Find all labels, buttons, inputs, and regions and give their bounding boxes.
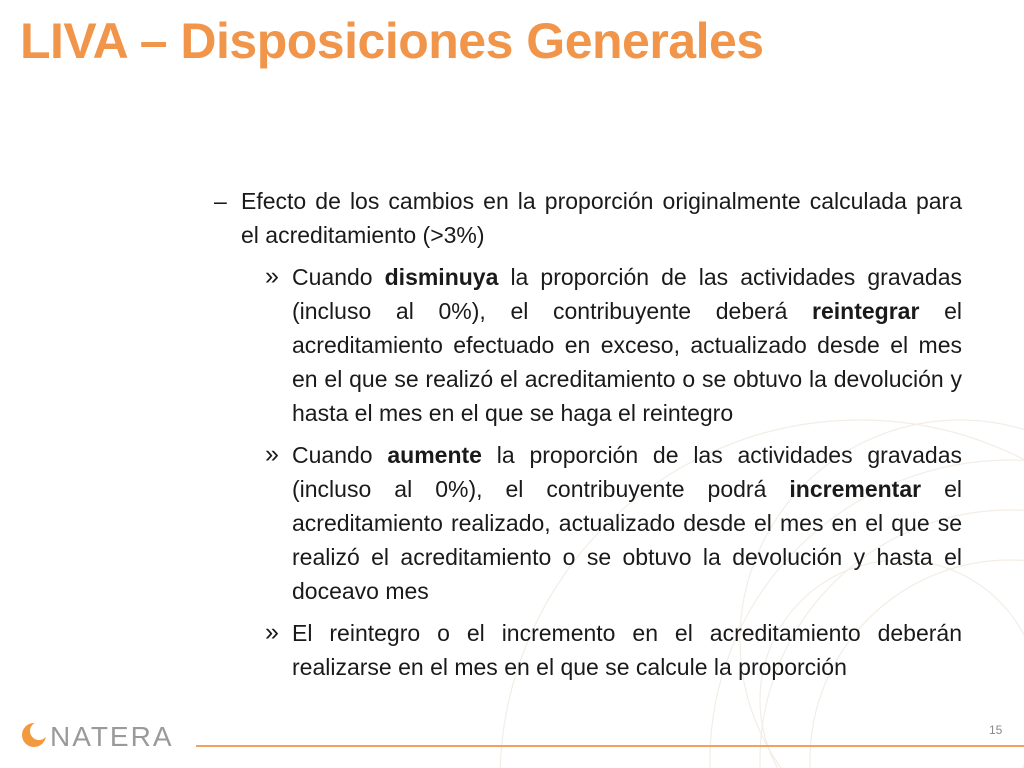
- bullet-level2-item: [265, 438, 962, 608]
- bullet-text: Cuando: [292, 442, 388, 468]
- bullet-text: la proporción de las actividades gravadas (incluso al 0%), el contribuyente podrá: [292, 442, 962, 502]
- dash-marker: –: [214, 188, 227, 214]
- bullet-text: el acreditamiento realizado, actualizado desde el mes en el que se realizó el acreditamiento o se obtuvo la devolución y hasta el doceavo mes: [292, 476, 963, 604]
- bullet-level2-item: [265, 616, 962, 684]
- page-number: 15: [989, 723, 1003, 737]
- bold-keyword: aumente: [387, 442, 482, 468]
- bullet-level2-item: [265, 260, 962, 430]
- bullet-level1-text: Efecto de los cambios en la proporción originalmente calculada para el acreditamiento (>3%): [241, 188, 962, 248]
- slide-body: [214, 184, 962, 684]
- bold-keyword: incrementar: [789, 476, 922, 502]
- bullet-text: el acreditamiento efectuado en exceso, actualizado desde el mes en el que se realizó el acreditamiento o se obtuvo la devolución y hasta el mes en el que se haga el reintegro: [292, 298, 962, 426]
- natera-logo-icon: [20, 718, 50, 752]
- chevron-bullet-marker: »: [265, 440, 279, 468]
- footer-divider: [196, 745, 1024, 747]
- chevron-bullet-marker: »: [265, 618, 279, 646]
- bold-keyword: reintegrar: [812, 298, 920, 324]
- slide-title: LIVA – Disposiciones Generales: [20, 13, 764, 69]
- bold-keyword: disminuya: [384, 264, 499, 290]
- brand-name: NATERA: [50, 721, 174, 752]
- bullet-level1: [214, 184, 962, 252]
- bullet-text: Cuando: [292, 264, 385, 290]
- chevron-bullet-marker: »: [265, 262, 279, 290]
- bullet-text: la proporción de las actividades gravadas (incluso al 0%), el contribuyente deberá: [292, 264, 962, 324]
- bullet-text: El reintegro o el incremento en el acreditamiento deberán realizarse en el mes en el que se calcule la proporción: [292, 620, 962, 680]
